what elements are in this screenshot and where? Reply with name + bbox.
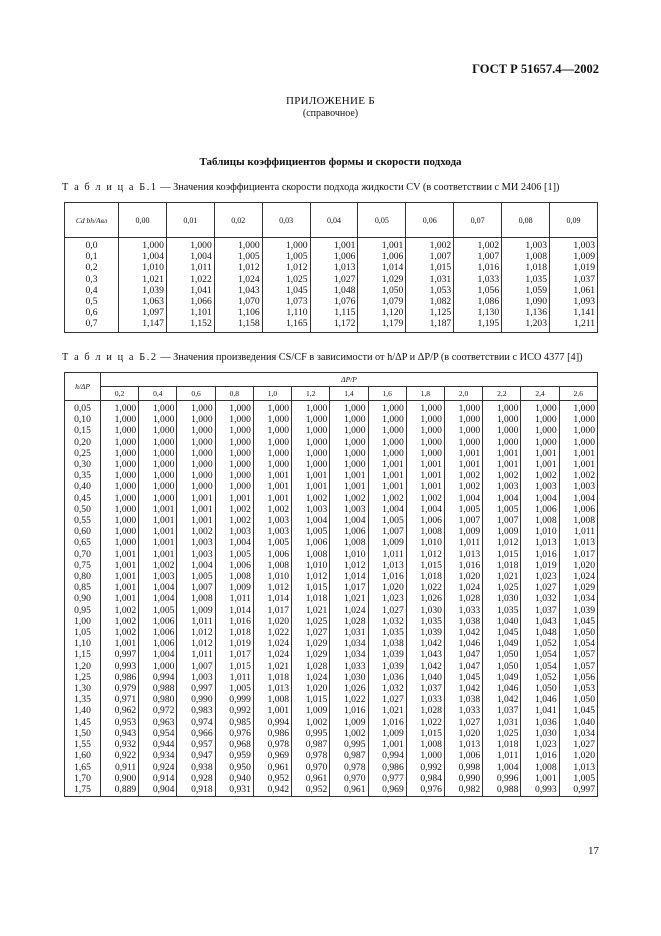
appendix-title: ПРИЛОЖЕНИЕ Б	[286, 95, 375, 107]
table1-column-values: 1,000 1,004 1,010 1,021 1,039 1,063 1,097 1,147	[119, 238, 167, 333]
table2-row-labels: 0,05 0,10 0,15 0,20 0,25 0,30 0,35 0,40 0,45 0,50 0,55 0,60 0,65 0,70 0,75 0,80 0,85 0,90 0,95 1,00 1,05 1,10 1,15 1,20 1,25 1,30 1,35 1,40 1,45 1,50 1,55 1,60 1,65 1,70 1,75	[65, 401, 101, 797]
table1-column-header: 0,04	[310, 203, 358, 238]
table2-column-header: 2,0	[444, 387, 482, 401]
table1-data-row	[65, 238, 598, 333]
table2-caption	[62, 352, 583, 363]
table2-column-header: 2,4	[521, 387, 559, 401]
table1-corner-header	[65, 203, 119, 238]
table2-corner-label: h/ΔP	[75, 382, 90, 391]
table1-caption	[62, 182, 559, 193]
table1-column-values: 1,001 1,006 1,014 1,029 1,050 1,079 1,120 1,179	[358, 238, 406, 333]
table2-column-header: 1,4	[330, 387, 368, 401]
table2-label: Т а б л и ц а Б.2	[62, 352, 158, 363]
table2-column-header: 0,6	[177, 387, 215, 401]
table1-column-header: 0,06	[406, 203, 454, 238]
table1-column-header: 0,05	[358, 203, 406, 238]
table2-column-header: 1,8	[406, 387, 444, 401]
table1-column-values: 1,002 1,007 1,016 1,033 1,056 1,086 1,130 1,195	[454, 238, 502, 333]
table1-column-values: 1,002 1,007 1,015 1,031 1,053 1,082 1,125 1,187	[406, 238, 454, 333]
table1-row-labels: 0,0 0,1 0,2 0,3 0,4 0,5 0,6 0,7	[65, 238, 119, 333]
table2-column-header: 0,4	[139, 387, 177, 401]
table2-column-values: 1,000 1,000 1,000 1,000 1,000 1,000 1,001 1,001 1,002 1,003 1,004 1,005 1,006 1,008 1,010 1,012 1,015 1,018 1,021 1,025 1,027 1,029 1,029 1,028 1,024 1,020 1,015 1,009 1,002 0,995 0,987 0,978 0,970 0,961 0,952	[292, 401, 330, 797]
table1	[64, 202, 598, 333]
table2-column-header: 1,2	[292, 387, 330, 401]
table1-column-header: 0,00	[119, 203, 167, 238]
table1-column-values: 1,000 1,005 1,012 1,025 1,045 1,073 1,110 1,165	[262, 238, 310, 333]
table1-column-header: 0,02	[214, 203, 262, 238]
table1-column-header: 0,01	[166, 203, 214, 238]
table1-column-header: 0,09	[550, 203, 598, 238]
table2-header-row	[65, 387, 598, 401]
table2-column-values: 1,000 1,000 1,000 1,000 1,000 1,000 1,000 1,000 1,000 1,001 1,001 1,001 1,001 1,001 1,002 1,003 1,004 1,004 1,005 1,006 1,006 1,006 1,004 1,000 0,994 0,988 0,980 0,972 0,963 0,954 0,944 0,934 0,924 0,914 0,904	[139, 401, 177, 797]
table2-column-values: 1,000 1,000 1,000 1,000 1,000 1,000 1,000 1,000 1,001 1,002 1,002 1,003 1,004 1,005 1,006 1,008 1,009 1,011 1,014 1,016 1,018 1,019 1,017 1,015 1,011 1,005 0,999 0,992 0,985 0,976 0,968 0,959 0,950 0,940 0,931	[215, 401, 253, 797]
page-number: 17	[588, 845, 599, 857]
table1-column-values: 1,001 1,006 1,013 1,027 1,048 1,076 1,115 1,172	[310, 238, 358, 333]
section-title: Таблицы коэффициентов формы и скорости подхода	[199, 156, 462, 168]
table2-column-header: 1,6	[368, 387, 406, 401]
table2-column-header: 0,2	[101, 387, 139, 401]
table1-column-values: 1,003 1,008 1,018 1,035 1,059 1,090 1,136 1,203	[502, 238, 550, 333]
table1-column-values: 1,003 1,009 1,019 1,037 1,061 1,093 1,141 1,211	[550, 238, 598, 333]
table2-column-values: 1,000 1,000 1,000 1,000 1,001 1,001 1,002 1,003 1,004 1,006 1,008 1,010 1,013 1,016 1,019 1,023 1,027 1,032 1,037 1,043 1,048 1,052 1,054 1,054 1,052 1,050 1,046 1,041 1,036 1,030 1,023 1,016 1,008 1,001 0,993	[521, 401, 559, 797]
table1-corner-label: Cd bh/Aвл	[75, 215, 108, 225]
table1-column-header: 0,07	[454, 203, 502, 238]
table1-header-row	[65, 203, 598, 238]
table2-column-values: 1,000 1,000 1,000 1,000 1,000 1,000 1,000 1,000 1,000 1,000 1,000 1,000 1,000 1,001 1,001 1,001 1,001 1,001 1,002 1,002 1,002 1,001 0,997 0,993 0,986 0,979 0,971 0,962 0,953 0,943 0,932 0,922 0,911 0,900 0,889	[101, 401, 139, 797]
table2-column-values: 1,000 1,000 1,000 1,000 1,001 1,001 1,002 1,002 1,004 1,005 1,007 1,009 1,011 1,013 1,016 1,020 1,024 1,028 1,033 1,038 1,042 1,046 1,047 1,047 1,045 1,042 1,038 1,033 1,027 1,020 1,013 1,006 0,998 0,990 0,982	[444, 401, 482, 797]
table2-group-header-row	[65, 373, 598, 387]
table2-column-values: 1,000 1,000 1,000 1,000 1,001 1,001 1,002 1,003 1,004 1,006 1,008 1,011 1,013 1,017 1,020 1,024 1,029 1,034 1,039 1,045 1,050 1,054 1,057 1,057 1,056 1,053 1,050 1,045 1,040 1,034 1,027 1,020 1,013 1,005 0,997	[559, 401, 597, 797]
table2-column-values: 1,000 1,000 1,000 1,000 1,001 1,001 1,002 1,003 1,004 1,005 1,007 1,009 1,012 1,015 1,018 1,021 1,025 1,030 1,035 1,040 1,045 1,049 1,050 1,050 1,049 1,046 1,042 1,037 1,031 1,025 1,018 1,011 1,004 0,996 0,988	[483, 401, 521, 797]
table2-corner-header	[65, 373, 101, 401]
table2-column-header: 2,6	[559, 387, 597, 401]
table1-caption-text: — Значения коэффициента скорости подхода жидкости CV (в соответствии с МИ 2406 [1])	[157, 182, 560, 193]
table1-column-header: 0,03	[262, 203, 310, 238]
table2-column-header: 0,8	[215, 387, 253, 401]
table2-column-values: 1,000 1,000 1,000 1,000 1,000 1,001 1,001 1,001 1,002 1,004 1,006 1,008 1,010 1,012 1,015 1,018 1,022 1,026 1,030 1,035 1,039 1,042 1,043 1,042 1,040 1,037 1,033 1,028 1,022 1,015 1,008 1,000 0,992 0,984 0,976	[406, 401, 444, 797]
document-code: ГОСТ Р 51657.4—2002	[472, 62, 599, 76]
table2-column-values: 1,000 1,000 1,000 1,000 1,000 1,000 1,001 1,001 1,001 1,002 1,003 1,003 1,005 1,006 1,008 1,010 1,012 1,014 1,017 1,020 1,022 1,024 1,024 1,021 1,018 1,013 1,008 1,001 0,994 0,986 0,978 0,969 0,961 0,952 0,942	[253, 401, 291, 797]
table1-column-header: 0,08	[502, 203, 550, 238]
table2-column-values: 1,000 1,000 1,000 1,000 1,000 1,001 1,001 1,001 1,002 1,004 1,005 1,007 1,009 1,011 1,013 1,016 1,020 1,023 1,027 1,032 1,035 1,038 1,039 1,039 1,036 1,032 1,027 1,021 1,016 1,009 1,001 0,994 0,986 0,977 0,969	[368, 401, 406, 797]
table2-column-values: 1,000 1,000 1,000 1,000 1,000 1,000 1,000 1,000 1,001 1,001 1,001 1,002 1,003 1,003 1,004 1,005 1,007 1,008 1,009 1,011 1,012 1,012 1,011 1,007 1,003 0,997 0,990 0,983 0,974 0,966 0,957 0,947 0,938 0,928 0,918	[177, 401, 215, 797]
table2-column-header: 1,0	[253, 387, 291, 401]
table2-column-values: 1,000 1,000 1,000 1,000 1,000 1,000 1,001 1,001 1,002 1,003 1,004 1,006 1,008 1,010 1,012 1,014 1,017 1,021 1,024 1,028 1,031 1,034 1,034 1,033 1,030 1,026 1,022 1,016 1,009 1,002 0,995 0,987 0,978 0,970 0,961	[330, 401, 368, 797]
appendix-note: (справочное)	[302, 108, 359, 119]
table2	[64, 372, 598, 797]
table1-column-values: 1,000 1,004 1,011 1,022 1,041 1,066 1,101 1,152	[166, 238, 214, 333]
table2-caption-text: — Значения произведения CS/CF в зависимости от h/ΔP и ΔP/P (в соответствии с ИСО 4377 [4])	[157, 352, 583, 363]
table2-column-header: 2,2	[483, 387, 521, 401]
table2-data-row	[65, 401, 598, 797]
table1-label: Т а б л и ц а Б.1	[62, 182, 158, 193]
table2-group-header	[101, 373, 598, 387]
table2-group-label: ΔP/P	[341, 375, 357, 384]
table1-column-values: 1,000 1,005 1,012 1,024 1,043 1,070 1,106 1,158	[214, 238, 262, 333]
